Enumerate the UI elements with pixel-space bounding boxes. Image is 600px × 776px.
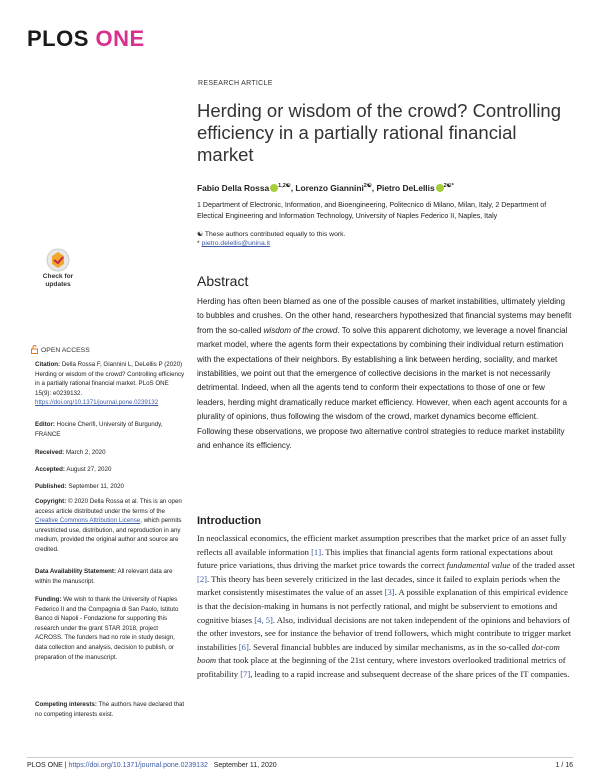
citation-label: Citation: — [35, 361, 61, 368]
editor-label: Editor: — [35, 421, 55, 428]
citation-ref[interactable]: [4, 5] — [254, 614, 273, 625]
footer-doi-link[interactable]: https://doi.org/10.1371/journal.pone.0239132 — [68, 762, 208, 769]
intro-text: . This implies that financial agents form rational expectations about future price variations, thus driving the market price towards the correct — [197, 546, 553, 571]
intro-emphasis: dot-com boom — [197, 641, 560, 666]
logo-plos: PLOS — [27, 26, 89, 51]
citation-block — [35, 360, 185, 408]
abstract-text — [197, 295, 573, 453]
data-availability-text: All relevant data are within the manuscript. — [35, 568, 173, 585]
author-affiliation-marker: 2☯ — [363, 183, 372, 189]
footer-divider — [27, 757, 573, 758]
abstract-part-1: Herding has often been blamed as one of the possible causes of market instabilities, ultimately yielding to bubbles and crushes. On the other hand, researchers hypothesized that financial systems may benefit from the so-called — [197, 297, 572, 335]
intro-emphasis: fundamental value — [446, 560, 511, 571]
accepted-block — [35, 465, 185, 475]
author-list: Fabio Della Rossa $^{1,2☯}$, Lorenzo Giannini$^{2☯}$, Pietro DeLellis $^{2☯*}$ — [197, 183, 454, 193]
open-access-text: OPEN ACCESS — [41, 347, 90, 354]
license-link[interactable]: Creative Commons Attribution License — [35, 517, 141, 525]
published-date: September 11, 2020 — [68, 483, 124, 490]
open-lock-icon — [31, 345, 38, 354]
check-updates-label: Check for updates — [42, 273, 74, 288]
citation-doi-link[interactable]: https://doi.org/10.1371/journal.pone.0239132 — [35, 399, 159, 407]
article-type: RESEARCH ARTICLE — [198, 80, 273, 87]
competing-interests-text: The authors have declared that no competing interests exist. — [35, 701, 185, 718]
received-label: Received: — [35, 449, 65, 456]
article-title: Herding or wisdom of the crowd? Controlling efficiency in a partially rational financial market — [197, 100, 562, 165]
accepted-label: Accepted: — [35, 466, 65, 473]
citation-text: Della Rossa F, Giannini L, DeLellis P (2020) Herding or wisdom of the crowd? Controlling efficiency in a partially rational financial market. PLoS ONE 15(9): e0239132. — [35, 361, 185, 397]
orcid-icon[interactable] — [270, 184, 278, 192]
accepted-date: August 27, 2020 — [66, 466, 112, 473]
check-for-updates-badge[interactable] — [32, 248, 84, 296]
competing-interests-block — [35, 700, 185, 719]
introduction-text — [197, 532, 575, 682]
logo-one: ONE — [95, 26, 145, 51]
abstract-part-2: . To solve this apparent dichotomy, we leverage a novel financial market model, where the agents form their expectations by combining their individual return estimation with the expectations of their neighbors. By establishing a link between herding, sociality, and market instabilities, we point out that the emergence of collective decisions in the market is not necessarily detrimental. Indeed, when all the agents tend to conform their expectations to those of one or few leaders, herding might dramatically reduce market efficiency. However, when each agent accounts for a plurality of opinions, thus following the wisdom of the crowd, market dynamics become efficient. Following these observations, we propose two alternative control strategies to reduce market instability and enhance its efficiency. — [197, 325, 568, 451]
footer-separator: | — [62, 762, 69, 769]
intro-text: that took place at the beginning of the 21st century, where investors overlooked traditional metrics of profitability — [197, 655, 566, 679]
copyright-text-2: , which permits unrestricted use, distribution, and reproduction in any medium, provided the original author and source are credited. — [35, 517, 182, 553]
abstract-heading: Abstract — [197, 273, 249, 289]
editor-block — [35, 420, 185, 439]
intro-text: . Several financial bubbles are induced by similar mechanisms, as in the so-called — [248, 641, 532, 652]
affiliations: 1 Department of Electronic, Information, and Bioengineering, Politecnico di Milano, Milan, Italy, 2 Department of Electical Engineering and Information Technology, University of Naples Federico II, Naples, Italy — [197, 201, 547, 220]
footer-journal: PLOS ONE — [27, 762, 63, 769]
citation-ref[interactable]: [7] — [240, 668, 251, 679]
competing-interests-label: Competing interests: — [35, 701, 97, 708]
citation-ref[interactable]: [2] — [197, 573, 208, 584]
email-link[interactable]: pietro.delellis@unina.it — [201, 240, 271, 247]
citation-ref[interactable]: [6] — [238, 641, 249, 652]
funding-label: Funding: — [35, 596, 62, 603]
data-availability-label: Data Availability Statement: — [35, 568, 117, 575]
data-availability-block — [35, 567, 185, 586]
copyright-block — [35, 497, 185, 555]
footer-date: September 11, 2020 — [213, 762, 277, 769]
corresponding-email — [197, 240, 270, 247]
orcid-icon[interactable] — [436, 184, 444, 192]
citation-ref[interactable]: [1] — [311, 546, 322, 557]
citation-ref[interactable]: [3] — [384, 587, 395, 598]
intro-text: . This theory has been severely criticized in the last decades, since it failed to explain periods when the market consistently misestimates the value of an asset — [197, 573, 561, 598]
open-access-label — [31, 345, 90, 354]
introduction-heading: Introduction — [197, 515, 262, 527]
author-name[interactable]: Fabio Della Rossa — [197, 183, 270, 193]
intro-text: . Also, individual decisions are not taken independent of the opinions and behaviors of the other investors, see for instance the behavior of trend followers, which might contribute to trigger market instabilities — [197, 614, 572, 652]
published-label: Published: — [35, 483, 67, 490]
author-name[interactable]: Lorenzo Giannini — [295, 183, 364, 193]
funding-block — [35, 595, 185, 662]
equal-contribution-note: ☯ These authors contributed equally to this work. — [197, 231, 346, 238]
intro-text: of the traded asset — [510, 560, 575, 571]
author-name[interactable]: Pietro DeLellis — [376, 183, 435, 193]
copyright-text: © 2020 Della Rossa et al. This is an open access article distributed under the terms of the — [35, 498, 182, 515]
page-footer — [27, 762, 277, 769]
author-affiliation-marker: 1,2☯ — [278, 183, 291, 189]
published-block — [35, 482, 185, 492]
page-number: 1 / 16 — [555, 762, 573, 769]
copyright-label: Copyright: — [35, 498, 67, 505]
intro-text: , leading to a rapid increase and subsequent decrease of the share prices of the IT companies. — [250, 668, 570, 679]
journal-logo — [27, 26, 145, 52]
author-affiliation-marker: 2☯* — [443, 183, 454, 189]
editor-text: Hocine Cherifi, University of Burgundy, FRANCE — [35, 421, 163, 438]
email-marker: * — [197, 240, 200, 247]
abstract-emphasis: wisdom of the crowd — [263, 325, 338, 335]
funding-text: We wish to thank the University of Naples Federico II and the Compagnia di San Paolo, Istituto Banco di Napoli - Fondazione for supporting this research under the grant STAR 2018, project ACROSS. The funders had no role in study design, data collection and analysis, decision to publish, or preparation of the manuscript. — [35, 596, 179, 661]
intro-text: In neoclassical economics, the efficient market assumption prescribes that the market price of an asset fully reflects all available information — [197, 533, 567, 557]
intro-text: . A possible explanation of this empirical evidence is that the decision-making in humans is not perfectly rational, and might be subservient to emotions and cognitive biases — [197, 587, 568, 625]
received-date: March 2, 2020 — [65, 449, 106, 456]
received-block — [35, 448, 185, 458]
check-updates-icon — [32, 248, 84, 272]
